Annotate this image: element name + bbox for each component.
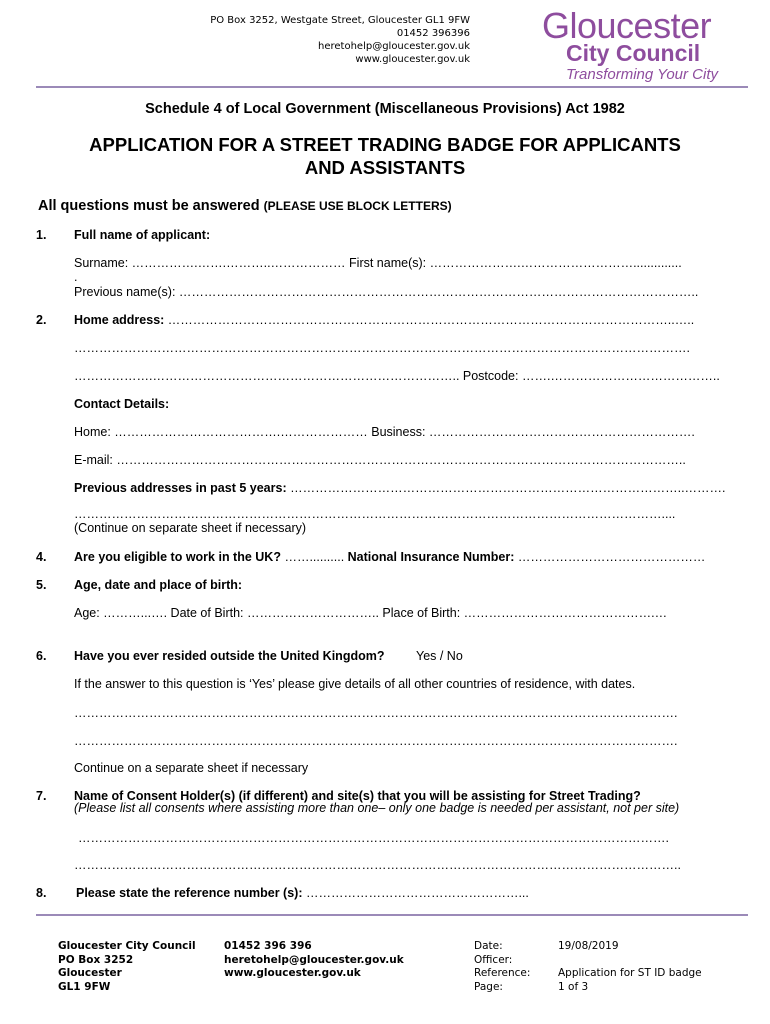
- footer-address-line: PO Box 3252: [58, 953, 134, 966]
- q5-label: Age, date and place of birth:: [74, 578, 243, 592]
- q4-number: 4.: [36, 550, 47, 564]
- footer-address-line: Gloucester City Council: [58, 940, 196, 952]
- phone-line: 01452 396396: [396, 28, 470, 39]
- footer-contact: [224, 940, 404, 981]
- previous-addresses-field[interactable]: [74, 481, 734, 495]
- previous-addresses-dots: …………………………………………………………………………………..……….: [286, 481, 726, 495]
- footer-page-value: 1 of 3: [558, 980, 589, 993]
- q8-number: 8.: [36, 886, 47, 900]
- all-questions-text: All questions must be answered: [38, 198, 260, 214]
- q6-details-instruction: If the answer to this question is ‘Yes’ please give details of all other countries of residence, with dates.: [74, 677, 636, 691]
- footer-address-line: Gloucester: [58, 967, 122, 979]
- q5-number: 5.: [36, 578, 47, 592]
- q6-yes-no-option[interactable]: Yes / No: [416, 649, 463, 663]
- block-letters-text: (PLEASE USE BLOCK LETTERS): [263, 199, 452, 213]
- footer-website: www.gloucester.gov.uk: [224, 967, 361, 979]
- q1-label: Full name of applicant:: [74, 228, 211, 242]
- q1-previous-name-field[interactable]: Previous name(s): ……………………………………………………………………………………………………………..: [74, 285, 699, 299]
- footer-phone: 01452 396 396: [224, 940, 312, 952]
- q8-dots[interactable]: ……………………………………………...: [302, 886, 529, 900]
- q7-number: 7.: [36, 789, 47, 803]
- footer-officer-value: [558, 954, 702, 968]
- previous-addresses-line-2[interactable]: ……………………………………………………………………………………………………………………………....: [74, 507, 676, 521]
- home-business-phone-field[interactable]: Home: ………………………………….………………… Business: ……………………………………………………….: [74, 425, 695, 439]
- logo-city-council: City Council: [566, 40, 701, 66]
- q1-surname-continuation: .: [74, 270, 78, 284]
- footer-date-label: Date:: [474, 940, 503, 952]
- q7-consent-line-1[interactable]: …………………………………………………………………………………………………………………………….: [78, 831, 669, 845]
- q4-eligible-field[interactable]: ……..........: [280, 550, 348, 564]
- q2-number: 2.: [36, 313, 47, 327]
- footer-date-value: 19/08/2019: [558, 940, 619, 952]
- schedule-heading: Schedule 4 of Local Government (Miscellaneous Provisions) Act 1982: [145, 101, 625, 117]
- footer-email: heretohelp@gloucester.gov.uk: [224, 953, 404, 966]
- footer-values: [558, 940, 702, 994]
- address-line: PO Box 3252, Westgate Street, Gloucester GL1 9FW: [210, 15, 470, 26]
- contact-details-label: Contact Details:: [74, 397, 170, 411]
- footer-council-address: [58, 940, 196, 994]
- q4-row[interactable]: [74, 550, 732, 564]
- q1-number: 1.: [36, 228, 47, 242]
- footer-reference-value: Application for ST ID badge: [558, 967, 702, 979]
- footer-divider: [36, 914, 748, 916]
- q7-note: (Please list all consents where assisting more than one– only one badge is needed per assistant, not per site): [74, 801, 680, 815]
- instructions: [38, 198, 452, 214]
- q2-home-address-field[interactable]: [74, 313, 734, 327]
- continue-note: (Continue on separate sheet if necessary): [74, 521, 307, 535]
- q2-label-dots: …………………………………………………………………………………………………………..…..: [164, 313, 695, 327]
- header-divider: [36, 86, 748, 88]
- footer-officer-label: Officer:: [474, 953, 513, 966]
- q7-consent-line-2[interactable]: ………………………………………………………………………………………………………………………………..: [74, 858, 681, 872]
- previous-addresses-label: Previous addresses in past 5 years:: [74, 481, 287, 495]
- q1-surname-field[interactable]: Surname: …………….…….………..……………… First name(s): ………………….………………………..............: [74, 256, 682, 270]
- q6-details-line-1[interactable]: ……………………………………………………………………………………………………………………………….: [74, 706, 678, 720]
- q2-address-line-2[interactable]: ………………………………………………………………………………………………………………………………….: [74, 341, 690, 355]
- email-line: heretohelp@gloucester.gov.uk: [318, 41, 470, 52]
- q8-reference-field[interactable]: [76, 886, 676, 900]
- council-address-block: [170, 14, 470, 66]
- title-line-2: AND ASSISTANTS: [304, 157, 466, 178]
- q6-continue-note: Continue on a separate sheet if necessary: [74, 761, 309, 775]
- q7-label: Name of Consent Holder(s) (if different) and site(s) that you will be assisting for Street Trading?: [74, 789, 641, 803]
- logo-tagline: Transforming Your City: [566, 66, 718, 83]
- q4-label: Are you eligible to work in the UK?: [74, 550, 281, 564]
- q5-age-dob-place-field[interactable]: Age: ………...…. Date of Birth: ………………………….. Place of Birth: ……………………………………….…: [74, 606, 668, 620]
- email-field[interactable]: E-mail: ………………………………………………………………………………………………………………………..: [74, 453, 686, 467]
- page-title: [0, 133, 770, 179]
- q6-number: 6.: [36, 649, 47, 663]
- q2-label: Home address:: [74, 313, 165, 327]
- title-line-1: APPLICATION FOR A STREET TRADING BADGE FOR APPLICANTS: [89, 134, 681, 155]
- q2-address-postcode-line[interactable]: ……………….……………………………………………………………….. Postcode: …….…………………………………..: [74, 369, 720, 383]
- ni-number-field[interactable]: ………………………………………: [514, 550, 706, 564]
- footer-address-line: GL1 9FW: [58, 980, 111, 993]
- footer-page-label: Page:: [474, 980, 503, 993]
- logo-gloucester: Gloucester: [542, 5, 712, 46]
- ni-number-label: National Insurance Number:: [347, 550, 515, 564]
- website-line: www.gloucester.gov.uk: [355, 54, 470, 65]
- q8-label: Please state the reference number (s):: [76, 886, 303, 900]
- footer-labels: [474, 940, 530, 994]
- q6-details-line-2[interactable]: ……………………………………………………………………………………………………………………………….: [74, 734, 678, 748]
- q6-label: Have you ever resided outside the United Kingdom?: [74, 649, 385, 663]
- footer-reference-label: Reference:: [474, 967, 531, 979]
